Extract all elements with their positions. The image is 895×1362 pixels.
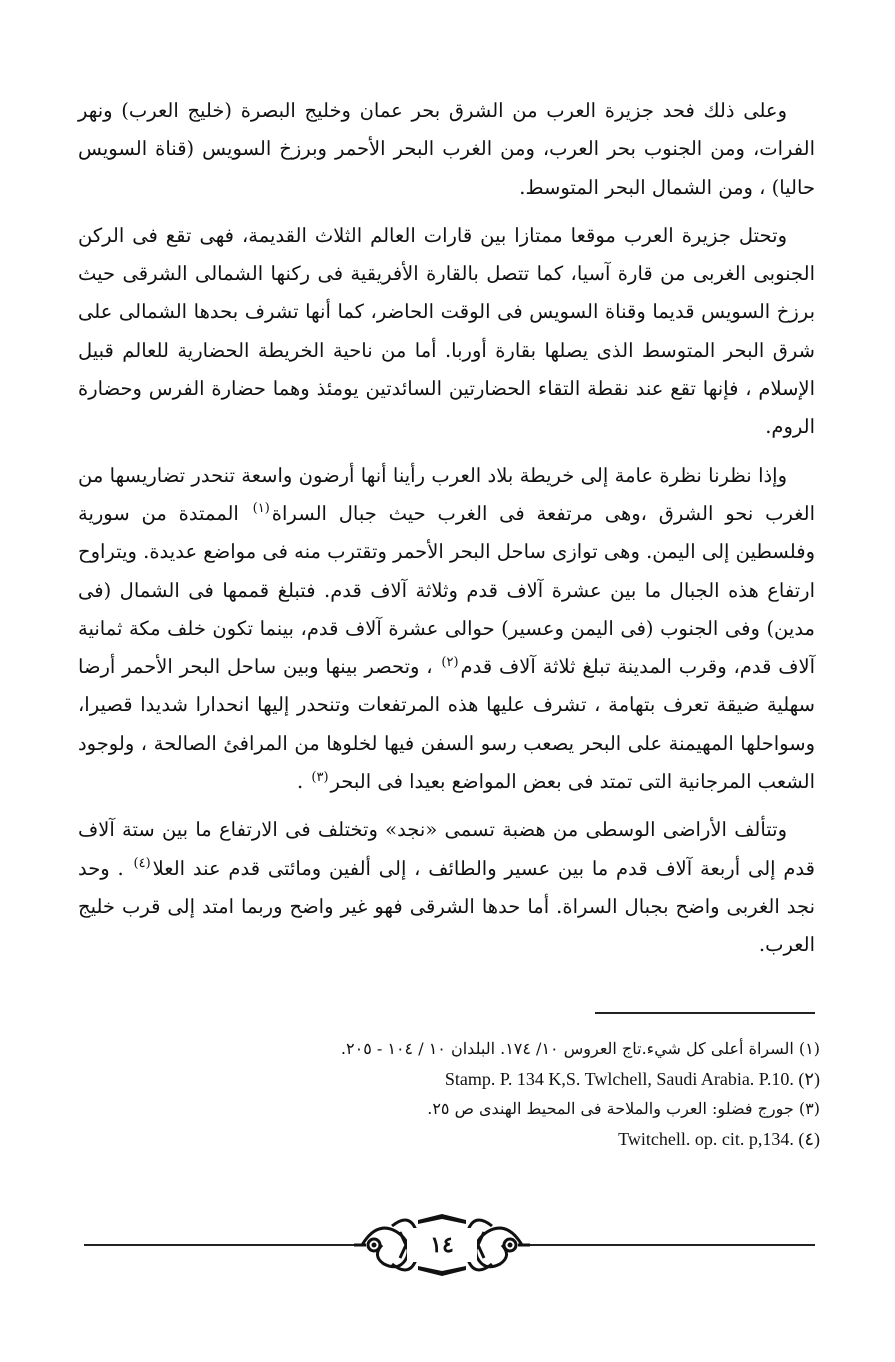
footnote-ref-3: (٣) xyxy=(311,769,329,785)
paragraph-text: وتحتل جزيرة العرب موقعا ممتازا بين قارات العالم الثلاث القديمة، فهى تقع فى الركن الجنوبى الغربى من قارة آسيا، كما تتصل بالقارة الأفريقية فى ركنها الشمالى الشرقى حيث برزخ السويس قديما وقناة السويس فى الوقت الحاضر، كما أنها تشرف بحدها الشمالى على شرق البحر المتوسط الذى يصلها بقارة أوربا. أما من ناحية الخريطة الحضارية للعالم قبيل الإسلام ، فإنها تقع عند نقطة التقاء الحضارتين السائدتين يومئذ وهما حضارة الفرس وحضارة الروم. xyxy=(78,223,815,439)
paragraph-text: . xyxy=(296,770,310,794)
footnote-4 xyxy=(250,1124,820,1154)
paragraph-text: وتتألف الأراضى الوسطى من هضبة تسمى «نجد» وتختلف فى الارتفاع ما بين ستة آلاف قدم إلى أربعة آلاف قدم ما بين عسير والطائف ، إلى ألفين ومائتى قدم عند العلا xyxy=(78,818,815,880)
footnote-ref-1: (١) xyxy=(252,501,270,517)
footnote-text: Twitchell. op. cit. p,134. xyxy=(618,1129,794,1149)
paragraph-text: . وحد نجد الغربى واضح بجبال السراة. أما حدها الشرقى فهو غير واضح وربما امتد إلى قرب خليج العرب. xyxy=(78,856,815,957)
paragraph-4 xyxy=(78,811,815,964)
footnote-ref-4: (٤) xyxy=(133,856,151,872)
page-number: ١٤ xyxy=(407,1228,477,1262)
footnote-ref-2: (٢) xyxy=(441,654,459,670)
footnote-text: السراة أعلى كل شيء.تاج العروس ١٠/ ١٧٤. البلدان ١٠ / ١٠٤ - ٢٠٥. xyxy=(340,1039,794,1058)
footnote-1 xyxy=(250,1034,820,1064)
footnote-3 xyxy=(250,1094,820,1124)
footer-rule-right xyxy=(530,1244,815,1246)
footnote-text: Stamp. P. 134 K,S. Twlchell, Saudi Arabia. P.10. xyxy=(444,1069,794,1089)
footnote-number: (٤) xyxy=(798,1129,820,1149)
paragraph-2 xyxy=(78,217,815,447)
paragraph-text: وإذا نظرنا نظرة عامة إلى خريطة بلاد العرب رأينا أنها أرضون واسعة تنحدر تضاريسها من الغرب نحو الشرق ،وهى مرتفعة فى الغرب حيث جبال السراة xyxy=(78,463,815,525)
footnotes xyxy=(250,1034,820,1154)
footnote-separator xyxy=(595,1012,815,1014)
footnote-2 xyxy=(250,1064,820,1094)
paragraph-1 xyxy=(78,92,815,207)
body-text xyxy=(78,92,815,975)
footnote-text: جورج فضلو: العرب والملاحة فى المحيط الهندى ص ٢٥. xyxy=(427,1099,794,1118)
paragraph-text: الممتدة من سورية وفلسطين إلى اليمن. وهى توازى ساحل البحر الأحمر وتقترب منه فى مواضع عديدة. ويتراوح ارتفاع هذه الجبال ما بين عشرة آلاف قدم وثلاثة آلاف قدم. فتبلغ قممها فى الشمال (فى مدين) وفى الجنوب (فى اليمن وعسير) حوالى عشرة آلاف قدم، بينما تكون خلف مكة ثمانية آلاف قدم، وقرب المدينة تبلغ ثلاثة آلاف قدم xyxy=(78,501,816,679)
footnote-number: (٣) xyxy=(798,1099,820,1118)
paragraph-text: وعلى ذلك فحد جزيرة العرب من الشرق بحر عمان وخليج البصرة (خليج العرب) ونهر الفرات، ومن الجنوب بحر العرب، ومن الغرب البحر الأحمر وبرزخ السويس (قناة السويس حاليا) ، ومن الشمال البحر المتوسط. xyxy=(78,99,815,199)
footnote-number: (١) xyxy=(798,1039,820,1058)
paragraph-text: ، وتحصر بينها وبين ساحل البحر الأحمر أرضا سهلية ضيقة تعرف بتهامة ، تشرف عليها هذه المرتفعات وتنحدر إليها انحدارا شديدا قصيرا، وسواحلها المهيمنة على البحر يصعب رسو السفن فيها لخلوها من المرافئ الصالحة ، ولوجود الشعب المرجانية التى تمتد فى بعض المواضع بعيدا فى البحر xyxy=(78,655,815,794)
footnote-number: (٢) xyxy=(798,1069,820,1089)
paragraph-3 xyxy=(78,457,815,802)
footer-rule-left xyxy=(84,1244,354,1246)
